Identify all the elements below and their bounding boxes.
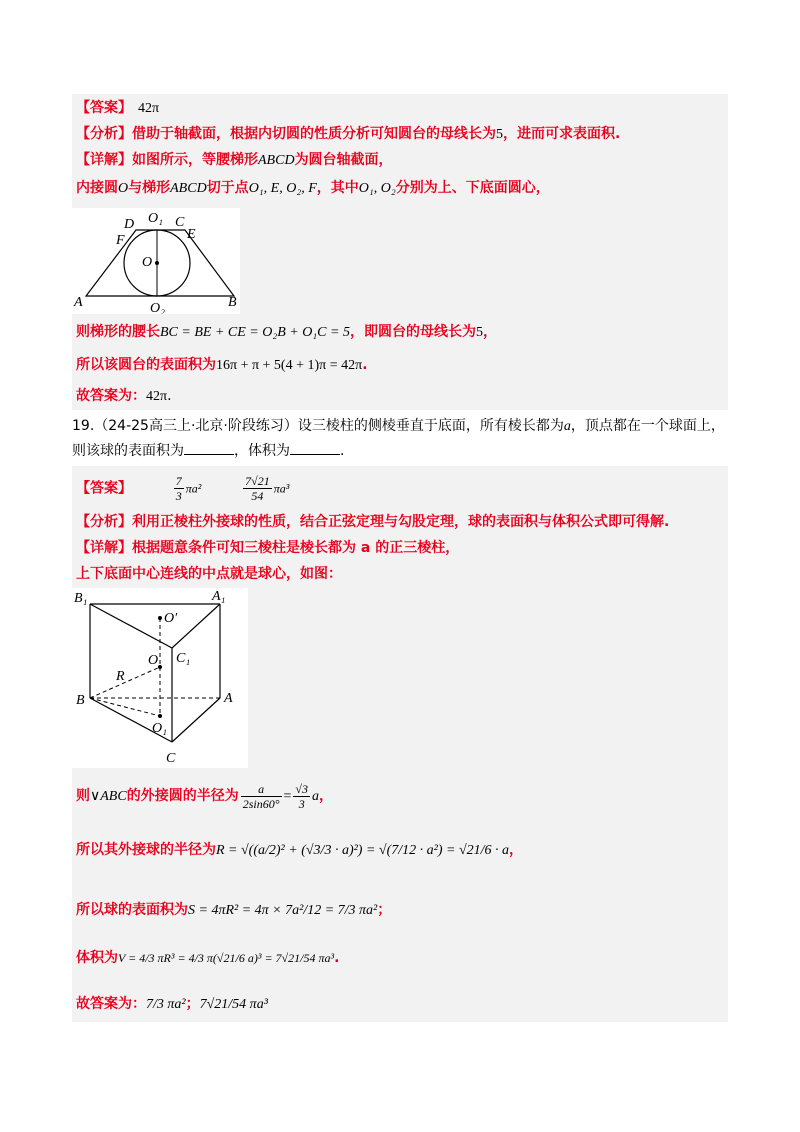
l1-tail: a [312, 789, 320, 804]
l5-m1: 7/3 πa² [146, 997, 186, 1012]
answer-line [76, 98, 159, 119]
line5-c: ， [482, 324, 497, 340]
detail-text-b: 为圆台轴截面， [294, 152, 393, 168]
label-O1: O₁ [152, 721, 167, 736]
line4-d: ，其中 [316, 180, 359, 196]
label-B1: B₁ [74, 591, 88, 606]
sphere-radius-line [76, 840, 523, 861]
label-O1: O₁ [148, 211, 163, 226]
question-line2-b: ，体积为 [234, 443, 290, 459]
l5-sep: ； [185, 996, 200, 1012]
l5-a: 故答案为： [76, 996, 146, 1012]
trapezoid-figure [72, 208, 240, 314]
line5-math: BC = BE + CE = O₂B + O₁C = 5 [160, 325, 350, 340]
line4-e: 分别为上、下底面圆心， [395, 180, 550, 196]
sphere-volume-line [76, 948, 339, 968]
question-line2-c: . [340, 443, 345, 459]
detail-label: 【详解】 [76, 152, 132, 168]
l3-a: 所以球的表面积为 [76, 902, 188, 918]
sphere-surface-line [76, 900, 391, 921]
question-text-a: 设三棱柱的侧棱垂直于底面，所有棱长都为 [297, 418, 564, 434]
question-19-line2 [72, 440, 344, 461]
l1-fraction2 [293, 782, 310, 811]
l1-c: ， [319, 788, 334, 804]
l1-equals: = [283, 789, 292, 804]
answer1-fraction [174, 474, 184, 503]
blank-volume[interactable] [290, 440, 340, 455]
l5-m2: 7√21/54 πa³ [199, 997, 268, 1012]
analysis-number: 5 [496, 127, 503, 142]
answer1-num: 7 [175, 474, 182, 488]
prism-diagram [72, 588, 248, 768]
label-F: F [116, 233, 125, 248]
label-D: D [124, 217, 135, 232]
label-O2: O₂ [150, 301, 165, 314]
detail-line-q19 [76, 538, 459, 558]
label-E: E [187, 227, 196, 242]
label-O-prime: O′ [164, 611, 178, 626]
center-dot [155, 261, 159, 265]
l1-f1-den: 2sin60° [242, 796, 280, 811]
line7-a: 故答案为： [76, 388, 146, 404]
detail-text-a: 如图所示，等腰梯形 [132, 152, 258, 168]
line5-b: ，即圆台的母线长为 [349, 324, 476, 340]
l3-c: ； [377, 902, 392, 918]
label-B: B [228, 295, 237, 310]
label-C1: C₁ [176, 651, 191, 666]
circumradius-line [76, 780, 333, 813]
answer-line-q19 [76, 474, 289, 503]
l4-math: V = 4/3 πR³ = 4/3 π(√21/6 a)³ = 7√21/54 πa³ [118, 951, 335, 965]
line4-math: ABCD [170, 181, 207, 196]
l3-math: S = 4πR² = 4π × 7a²/12 = 7/3 πa² [188, 903, 378, 918]
answer-value: 42π [138, 101, 160, 116]
question-line2-a: 则该球的表面积为 [72, 443, 184, 459]
l2-c: ， [509, 842, 524, 858]
l4-a: 体积为 [76, 950, 118, 966]
answer-label: 【答案】 [76, 480, 132, 497]
line4-points: O₁, E, O₂, F [248, 181, 317, 196]
detail-math: ABCD [258, 153, 295, 168]
l1-a: 则 [76, 788, 90, 804]
l2-a: 所以其外接球的半径为 [76, 842, 216, 858]
answer2-tail: πa³ [273, 481, 290, 496]
line6-a: 所以该圆台的表面积为 [76, 357, 216, 373]
detail-text-2: 上下底面中心连线的中点就是球心，如图： [76, 566, 342, 582]
label-C: C [175, 215, 185, 230]
question-19-line1 [72, 416, 725, 437]
analysis-label: 【分析】 [76, 126, 132, 142]
analysis-line-q19 [76, 512, 669, 532]
blank-surface-area[interactable] [184, 440, 234, 455]
l1-f2-num: √3 [295, 781, 309, 796]
l1-b: 的外接圆的半径为 [126, 788, 239, 804]
line4-centers: O₁, O₂ [358, 181, 396, 196]
detail-label: 【详解】 [76, 540, 132, 556]
line7-b: . [167, 388, 172, 404]
line4-b: 与梯形 [128, 180, 171, 196]
label-A: A [224, 691, 233, 706]
line4-a: 内接圆 [76, 180, 118, 196]
label-R: R [116, 669, 125, 684]
answer1-tail: πa² [185, 481, 202, 496]
analysis-line [76, 124, 620, 145]
line5-a: 则梯形的腰长 [76, 324, 160, 340]
surface-area-line [76, 355, 368, 376]
l1-triangle: ∨ABC [90, 789, 127, 804]
line4-O: O [118, 181, 129, 196]
line4-c: 切于点 [206, 180, 249, 196]
analysis-text: 利用正棱柱外接球的性质，结合正弦定理与勾股定理，球的表面积与体积公式即可得解. [132, 514, 670, 530]
detail-line2-q19 [76, 564, 342, 584]
question-math-a: a [563, 419, 571, 434]
label-O: O [148, 653, 159, 668]
tangent-line [76, 178, 550, 199]
answer2-fraction [243, 474, 272, 503]
trapezoid-diagram [72, 208, 240, 314]
question-number: 19. [72, 418, 95, 434]
line6-math: 16π + π + 5(4 + 1)π = 42π [216, 358, 363, 373]
label-C: C [166, 751, 176, 766]
final-answer-line-q18 [76, 386, 172, 407]
label-O: O [142, 255, 153, 270]
line6-b: . [362, 357, 368, 373]
l1-f2-den: 3 [298, 796, 305, 811]
label-A1: A₁ [212, 589, 226, 604]
analysis-label: 【分析】 [76, 514, 132, 530]
l2-math: R = √((a/2)² + (√3/3 · a)²) = √(7/12 · a²) = √21/6 · a [216, 843, 510, 858]
l4-c: . [334, 950, 340, 966]
leg-length-line [76, 322, 497, 343]
trapezoid-shape [86, 230, 234, 296]
answer1-den: 3 [175, 489, 182, 503]
line7-math: 42π [146, 389, 168, 404]
line5-num: 5 [475, 325, 483, 340]
answer2-num: 7√21 [245, 474, 270, 488]
final-answer-line-q19 [76, 994, 268, 1015]
label-B: B [76, 693, 85, 708]
answer-label: 【答案】 [76, 100, 132, 116]
l1-fraction1 [241, 782, 282, 811]
analysis-text: 借助于轴截面，根据内切圆的性质分析可知圆台的母线长为 [132, 126, 496, 142]
label-A: A [74, 295, 83, 310]
analysis-tail: ，进而可求表面积. [503, 126, 621, 142]
prism-figure [72, 588, 248, 768]
l1-f1-num: a [241, 782, 282, 797]
question-source: （24-25高三上·北京·阶段练习） [94, 418, 298, 434]
question-text-b: ，顶点都在一个球面上， [570, 418, 725, 434]
detail-line [76, 150, 393, 171]
detail-text: 根据题意条件可知三棱柱是棱长都为 a 的正三棱柱， [132, 540, 460, 556]
answer2-den: 54 [251, 489, 264, 503]
